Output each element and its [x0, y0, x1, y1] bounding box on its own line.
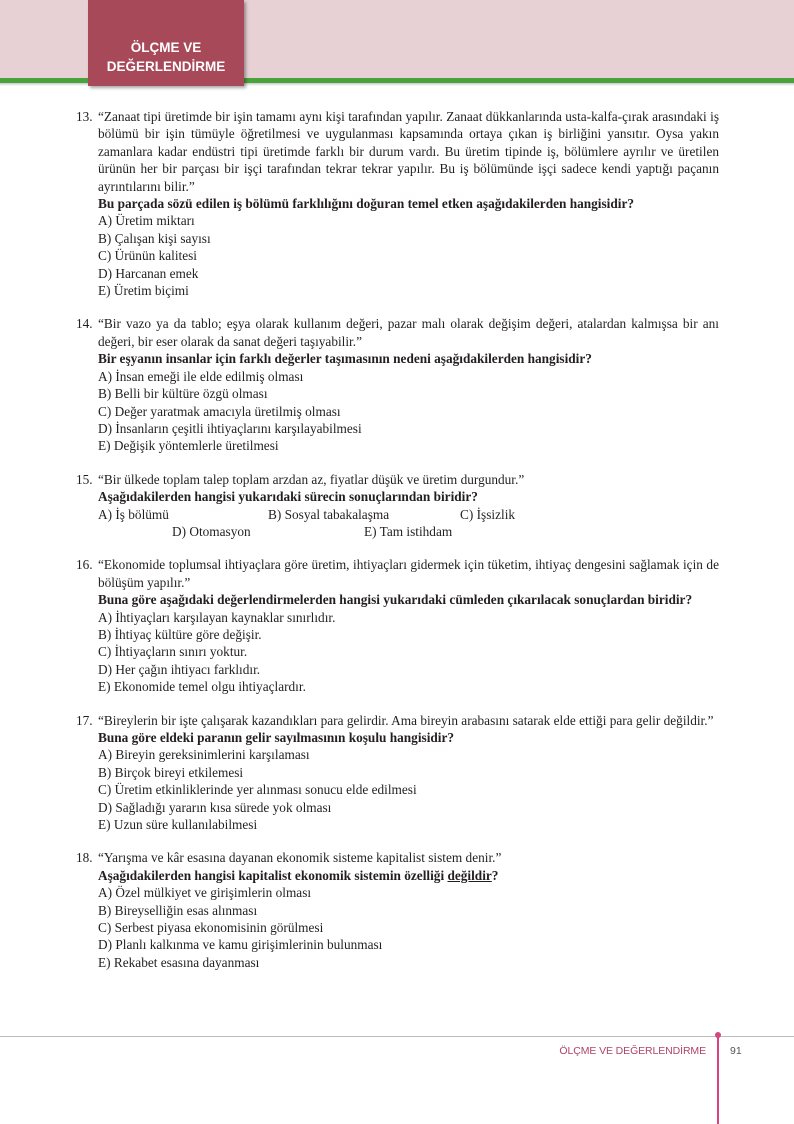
- question-14: [76, 315, 719, 454]
- footer-divider: [717, 1035, 719, 1124]
- footer-rule: [0, 1036, 794, 1037]
- question-prompt-main: Aşağıdakilerden hangisi kapitalist ekonomik sistemin özelliği: [98, 867, 445, 883]
- option-c: C) İhtiyaçların sınırı yoktur.: [98, 644, 248, 660]
- question-text: “Ekonomide toplumsal ihtiyaçlara göre üretim, ihtiyaçları gidermek için tüketim, ihtiyaç dengesini sağlamak için de bölüşüm yapılır.”: [98, 557, 719, 590]
- question-text: “Zanaat tipi üretimde bir işin tamamı aynı kişi tarafından yapılır. Zanaat dükkanlarında usta-kalfa-çırak arasındaki iş bölümü bir işin tümüyle öğretilmesi ve uygulanması kapsamında ortaya çıkan iş birliğini yansıtır. Oysa yakın zamanlara kadar endüstri tipi üretimde farklı bir durum vardı. Bu üretim tipinde iş, bölümlere ayrılır ve üretilen ürünün her bir parçası bir işçi tarafından tekrar tekrar yapılır. Bu iş bölümünde işçi sadece kendi yaptığı paçanın ayrıntılarını bilir.”: [98, 109, 719, 194]
- option-a: A) İş bölümü: [98, 506, 169, 522]
- question-16: [76, 556, 719, 695]
- question-prompt: Bir eşyanın insanlar için farklı değerler taşımasının nedeni aşağıdakilerden hangisidir?: [98, 351, 592, 367]
- question-number: 17.: [76, 712, 93, 728]
- options-row-2: [98, 523, 719, 540]
- option-e: E) Üretim biçimi: [98, 283, 189, 299]
- option-d: D) Otomasyon: [172, 523, 251, 539]
- footer-section-label: ÖLÇME VE DEĞERLENDİRME: [559, 1045, 706, 1057]
- question-text: “Yarışma ve kâr esasına dayanan ekonomik sisteme kapitalist sistem denir.”: [98, 850, 502, 866]
- option-c: C) Değer yaratmak amacıyla üretilmiş olması: [98, 403, 341, 419]
- question-prompt-end: ?: [491, 867, 499, 883]
- option-d: D) Sağladığı yararın kısa sürede yok olması: [98, 799, 332, 815]
- question-prompt: Bu parçada sözü edilen iş bölümü farklılığını doğuran temel etken aşağıdakilerden hangisidir?: [98, 196, 635, 212]
- option-d: D) Her çağın ihtiyacı farklıdır.: [98, 661, 261, 677]
- section-tab-line2: DEĞERLENDİRME: [106, 59, 226, 74]
- option-b: B) Çalışan kişi sayısı: [98, 230, 211, 246]
- question-list: [76, 108, 719, 987]
- option-b: B) Belli bir kültüre özgü olması: [98, 386, 268, 402]
- option-b: B) Sosyal tabakalaşma: [268, 506, 390, 522]
- question-17: [76, 712, 719, 834]
- option-d: D) Planlı kalkınma ve kamu girişimlerinin bulunması: [98, 937, 383, 953]
- question-13: [76, 108, 719, 299]
- question-text: “Bir ülkede toplam talep toplam arzdan az, fiyatlar düşük ve üretim durgundur.”: [98, 471, 525, 487]
- options-row-1: [98, 506, 719, 523]
- question-prompt: [98, 867, 719, 884]
- question-number: 15.: [76, 471, 93, 487]
- option-c: C) İşsizlik: [460, 506, 516, 522]
- question-15: [76, 471, 719, 541]
- question-number: 13.: [76, 109, 93, 124]
- option-c: C) Ürünün kalitesi: [98, 248, 197, 264]
- option-b: B) Bireyselliğin esas alınması: [98, 902, 258, 918]
- option-b: B) Birçok bireyi etkilemesi: [98, 764, 244, 780]
- section-tab-line1: ÖLÇME VE: [130, 40, 202, 55]
- question-number: 18.: [76, 850, 93, 866]
- option-d: D) İnsanların çeşitli ihtiyaçlarını karşılayabilmesi: [98, 420, 362, 436]
- question-18: [76, 849, 719, 971]
- question-prompt-emphasis: değildir: [447, 867, 492, 883]
- option-d: D) Harcanan emek: [98, 265, 199, 281]
- question-prompt: Buna göre aşağıdaki değerlendirmelerden hangisi yukarıdaki cümleden çıkarılacak sonuçlardan biridir?: [98, 592, 693, 608]
- question-text: “Bireylerin bir işte çalışarak kazandıkları para gelirdir. Ama bireyin arabasını satarak elde ettiği para gelir değildir.”: [98, 712, 714, 728]
- option-a: A) Özel mülkiyet ve girişimlerin olması: [98, 885, 312, 901]
- option-e: E) Tam istihdam: [364, 523, 453, 539]
- option-a: A) İhtiyaçları karşılayan kaynaklar sınırlıdır.: [98, 609, 336, 625]
- option-e: E) Değişik yöntemlerle üretilmesi: [98, 438, 279, 454]
- option-a: A) Üretim miktarı: [98, 213, 195, 229]
- section-tab: [88, 0, 244, 86]
- option-e: E) Ekonomide temel olgu ihtiyaçlardır.: [98, 679, 306, 695]
- question-number: 14.: [76, 316, 93, 332]
- question-prompt: Buna göre eldeki paranın gelir sayılmasının koşulu hangisidir?: [98, 729, 455, 745]
- page-number: 91: [730, 1045, 742, 1057]
- question-number: 16.: [76, 557, 93, 573]
- option-c: C) Üretim etkinliklerinde yer alınması sonucu elde edilmesi: [98, 782, 417, 798]
- option-c: C) Serbest piyasa ekonomisinin görülmesi: [98, 920, 324, 936]
- option-a: A) İnsan emeği ile elde edilmiş olması: [98, 368, 304, 384]
- option-e: E) Rekabet esasına dayanması: [98, 954, 260, 970]
- question-prompt: Aşağıdakilerden hangisi yukarıdaki sürecin sonuçlarından biridir?: [98, 489, 478, 505]
- question-text: “Bir vazo ya da tablo; eşya olarak kullanım değeri, pazar malı olarak değişim değeri, atalardan kalmışsa bir anı değeri, bir eser olarak da sanat değeri taşıyabilir.”: [98, 316, 719, 349]
- option-b: B) İhtiyaç kültüre göre değişir.: [98, 626, 262, 642]
- footer-dot: [715, 1032, 721, 1038]
- option-a: A) Bireyin gereksinimlerini karşılaması: [98, 747, 310, 763]
- option-e: E) Uzun süre kullanılabilmesi: [98, 817, 258, 832]
